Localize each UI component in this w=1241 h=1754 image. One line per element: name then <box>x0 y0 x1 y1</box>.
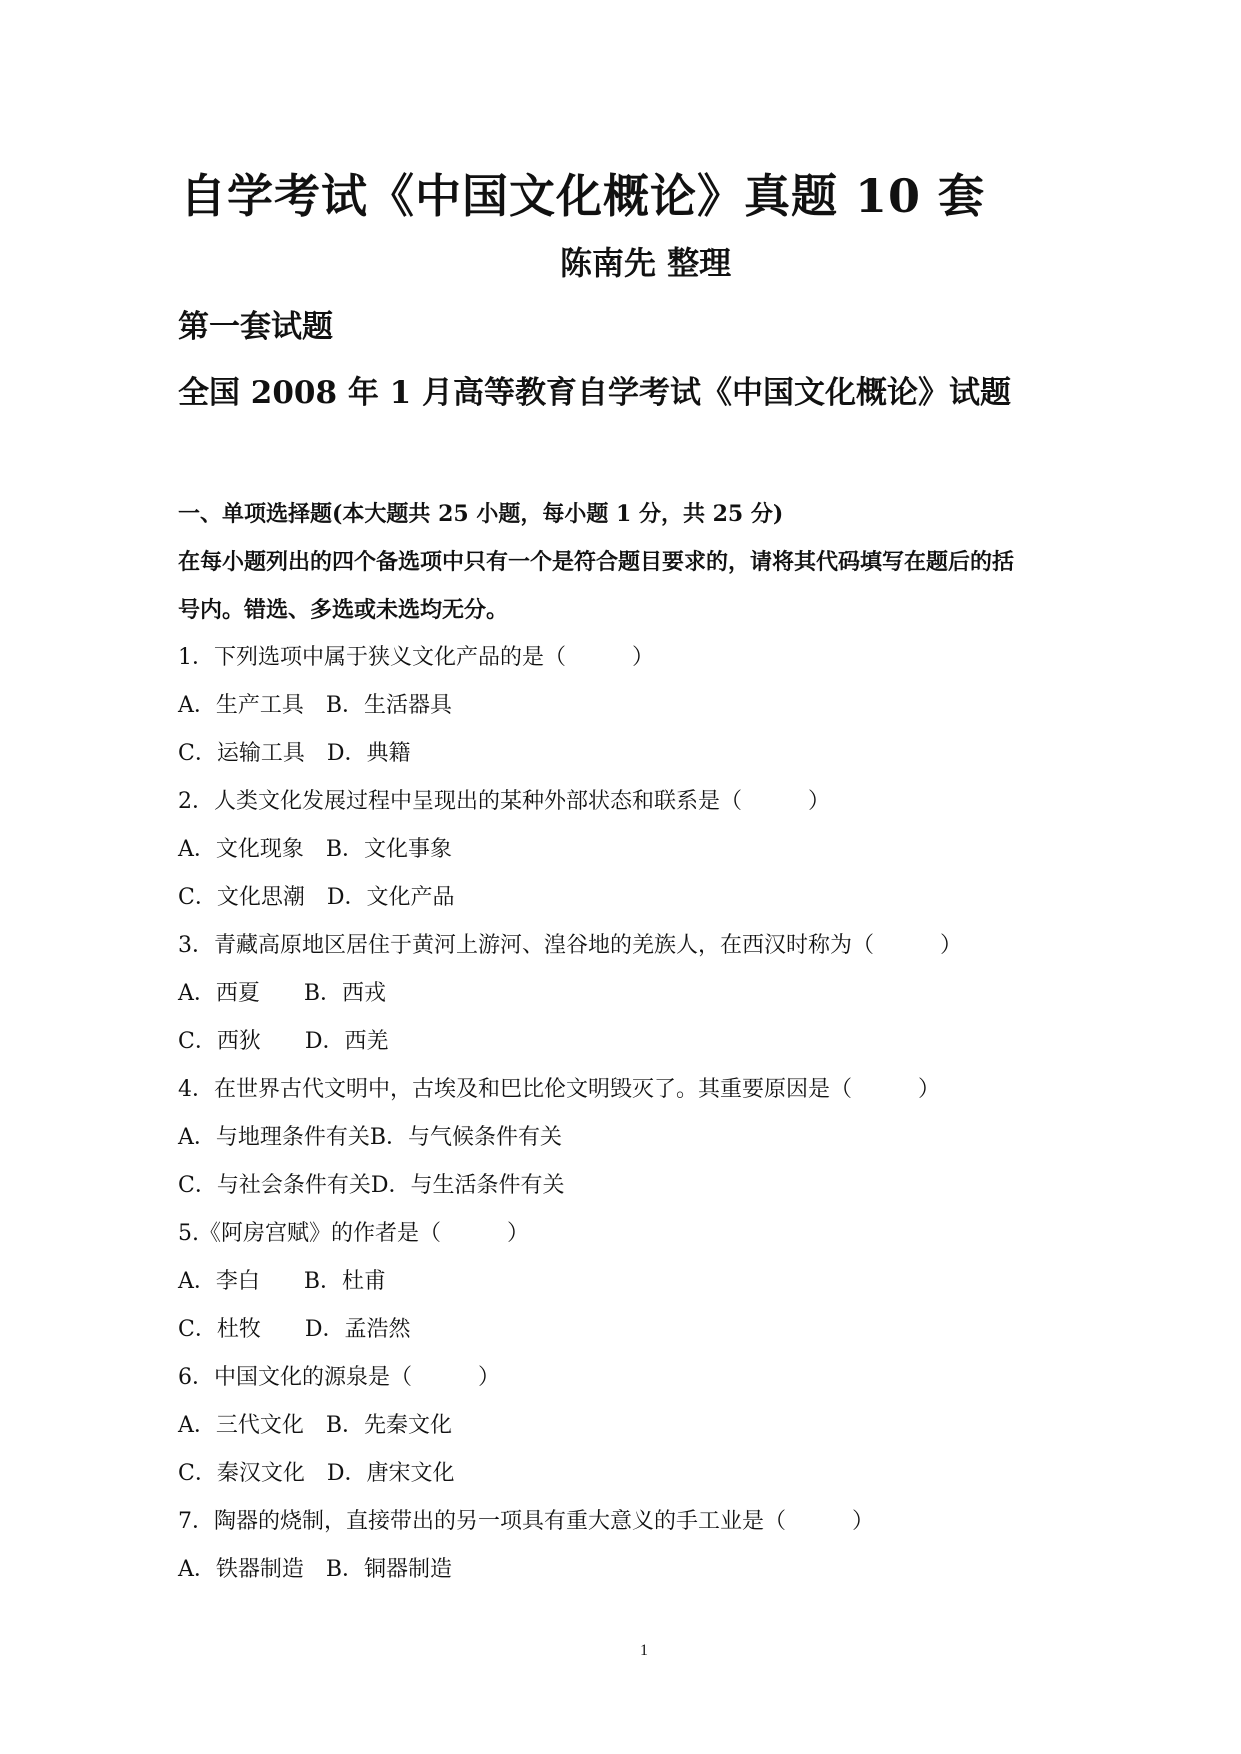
option-line: A．文化现象 B．文化事象 <box>178 837 453 862</box>
section-heading: 一、单项选择题(本大题共 25 小题，每小题 1 分，共 25 分) <box>178 501 784 527</box>
page-number: 1 <box>640 1642 648 1659</box>
option-line: C．与社会条件有关D．与生活条件有关 <box>178 1173 565 1198</box>
question-line: 5.《阿房宫赋》的作者是（ ） <box>178 1221 529 1246</box>
instruction-line: 在每小题列出的四个备选项中只有一个是符合题目要求的，请将其代码填写在题后的括 <box>178 549 1015 575</box>
option-line: A．三代文化 B．先秦文化 <box>178 1413 453 1438</box>
option-line: A．李白 B．杜甫 <box>178 1269 387 1294</box>
question-line: 7．陶器的烧制，直接带出的另一项具有重大意义的手工业是（ ） <box>178 1509 874 1534</box>
set-title: 第一套试题 <box>178 309 333 345</box>
question-line: 4．在世界古代文明中，古埃及和巴比伦文明毁灭了。其重要原因是（ ） <box>178 1077 940 1102</box>
question-line: 3．青藏高原地区居住于黄河上游河、湟谷地的羌族人，在西汉时称为（ ） <box>178 933 962 958</box>
option-line: C．文化思潮 D．文化产品 <box>178 885 455 910</box>
option-line: C．运输工具 D．典籍 <box>178 741 411 766</box>
option-line: C．杜牧 D．孟浩然 <box>178 1317 411 1342</box>
option-line: A．与地理条件有关B．与气候条件有关 <box>178 1125 563 1150</box>
document-title: 自学考试《中国文化概论》真题 10 套 <box>180 169 986 223</box>
option-line: A．西夏 B．西戎 <box>178 981 387 1006</box>
instruction-line: 号内。错选、多选或未选均无分。 <box>178 597 509 623</box>
option-line: A．生产工具 B．生活器具 <box>178 693 453 718</box>
option-line: A．铁器制造 B．铜器制造 <box>178 1557 453 1582</box>
question-line: 6．中国文化的源泉是（ ） <box>178 1365 500 1390</box>
question-line: 1．下列选项中属于狭义文化产品的是（ ） <box>178 645 654 670</box>
author-line: 陈南先 整理 <box>560 244 732 282</box>
option-line: C．西狄 D．西羌 <box>178 1029 389 1054</box>
option-line: C．秦汉文化 D．唐宋文化 <box>178 1461 455 1486</box>
exam-title: 全国 2008 年 1 月高等教育自学考试《中国文化概论》试题 <box>178 375 1012 411</box>
question-line: 2．人类文化发展过程中呈现出的某种外部状态和联系是（ ） <box>178 789 830 814</box>
